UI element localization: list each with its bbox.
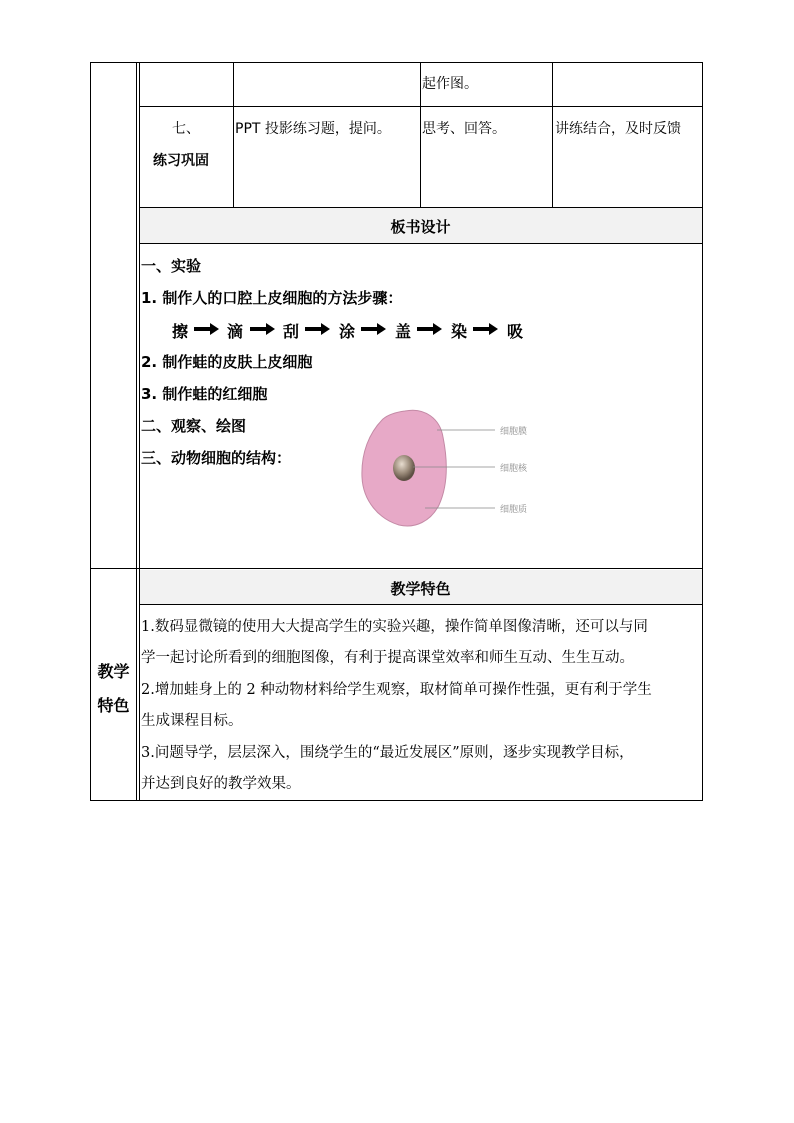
features-side-label-1: 教学	[97, 662, 130, 681]
board-line-frog-rbc: 3. 制作蛙的红细胞	[141, 385, 268, 403]
arrow-right-icon	[305, 322, 331, 336]
row-divider-4	[90, 568, 703, 569]
row-bottom	[90, 800, 703, 801]
step-4: 涂	[339, 322, 356, 341]
board-line-observe: 二、观察、绘图	[141, 417, 247, 435]
label-cell-nucleus: 细胞核	[500, 464, 528, 474]
feature-1-line-2: 学一起讨论所看到的细胞图像，有利于提高课堂效率和师生互动、生生互动。	[141, 650, 634, 666]
board-design-header: 板书设计	[390, 218, 451, 236]
features-side-label-2: 特色	[97, 696, 130, 715]
board-line-experiment: 一、实验	[141, 257, 202, 275]
board-line-cheek-method: 1. 制作人的口腔上皮细胞的方法步骤：	[141, 289, 403, 307]
board-line-frog-skin: 2. 制作蛙的皮肤上皮细胞	[141, 353, 313, 371]
row-divider-2	[139, 207, 703, 208]
feature-1-line-1: 1.数码显微镜的使用大大提高学生的实验兴趣，操作简单图像清晰，还可以与同	[141, 619, 648, 635]
label-cell-cytoplasm: 细胞质	[500, 505, 528, 515]
row-divider-3	[139, 243, 703, 244]
step-2: 滴	[227, 322, 244, 341]
teacher-activity-text: PPT 投影练习题，提问。	[235, 121, 391, 137]
step-seven-title: 练习巩固	[153, 153, 209, 169]
arrow-right-icon	[361, 322, 387, 336]
step-1: 擦	[172, 322, 189, 341]
arrow-right-icon	[473, 322, 499, 336]
step-3: 刮	[283, 322, 300, 341]
feature-2-line-2: 生成课程目标。	[141, 713, 243, 729]
board-line-structure: 三、动物细胞的结构：	[141, 449, 292, 467]
arrow-right-icon	[417, 322, 443, 336]
row-top	[90, 62, 703, 63]
features-header: 教学特色	[390, 580, 451, 598]
col-divider-d	[420, 62, 421, 208]
continued-method-text: 起作图。	[422, 76, 478, 92]
cell-nucleus-shape	[393, 455, 415, 481]
feature-3-line-2: 并达到良好的教学效果。	[141, 776, 301, 792]
label-cell-membrane: 细胞膜	[500, 427, 528, 437]
col-divider-e	[552, 62, 553, 208]
table-border-right	[702, 62, 703, 801]
step-seven-number: 七、	[172, 121, 200, 137]
arrow-right-icon	[250, 322, 276, 336]
row-divider-5	[139, 604, 703, 605]
step-5: 盖	[395, 322, 412, 341]
col-divider-c	[233, 62, 234, 208]
feature-2-line-1: 2.增加蛙身上的 2 种动物材料给学生观察，取材简单可操作性强，更有利于学生	[141, 682, 652, 698]
design-intent-text: 讲练结合，及时反馈	[555, 121, 681, 137]
student-activity-text: 思考、回答。	[422, 121, 506, 137]
arrow-right-icon	[194, 322, 220, 336]
feature-3-line-1: 3.问题导学，层层深入，围绕学生的“最近发展区”原则，逐步实现教学目标，	[141, 745, 634, 761]
step-7: 吸	[507, 322, 524, 341]
step-6: 染	[451, 322, 468, 341]
col-divider-b	[139, 62, 140, 801]
table-border-left	[90, 62, 91, 801]
row-divider-1	[139, 106, 703, 107]
col-divider-a	[136, 62, 137, 801]
